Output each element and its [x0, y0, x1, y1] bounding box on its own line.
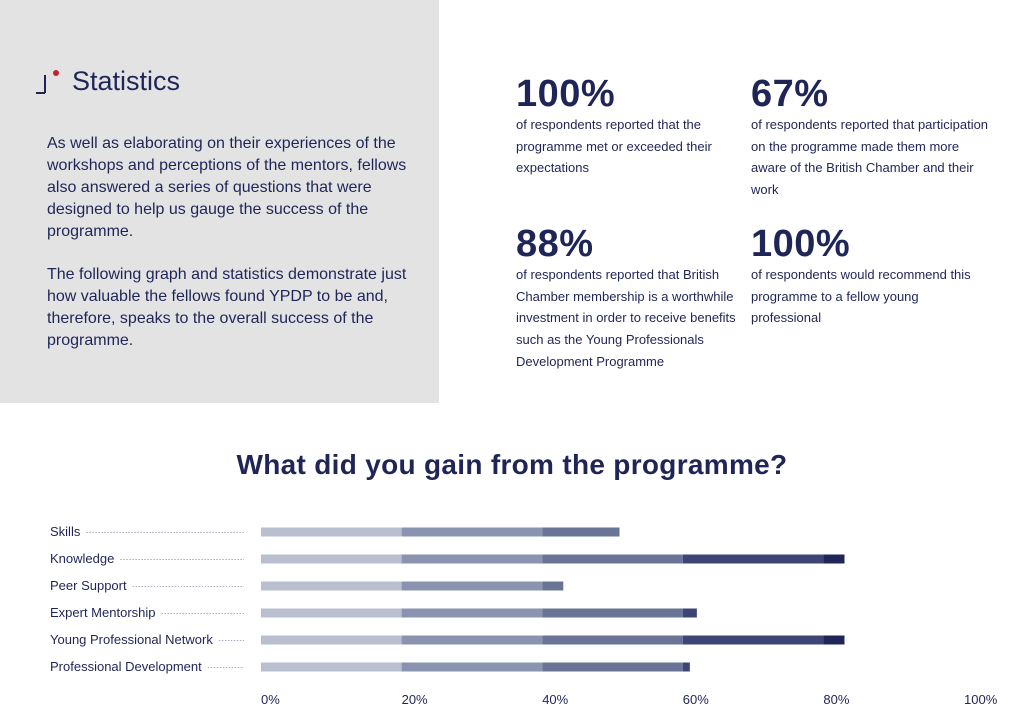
stat-description: of respondents reported that British Chamber membership is a worthwhile investment in order to receive benefits such as the Young Professionals Development Programme — [516, 267, 736, 369]
bar-segment-knowledge — [402, 555, 543, 564]
x-tick-label: 40% — [542, 692, 569, 707]
chart-title: What did you gain from the programme? — [236, 449, 788, 480]
stat-block-expectations — [516, 74, 736, 179]
stat-block-awareness — [751, 74, 991, 201]
stat-description: of respondents reported that participation on the programme made them more aware of the British Chamber and their work — [751, 117, 989, 198]
bar-segment-peer-support — [261, 582, 402, 591]
x-tick-label: 0% — [261, 692, 280, 707]
bar-segment-skills — [402, 528, 543, 537]
accent-line-vertical — [44, 75, 46, 93]
x-tick-label: 20% — [401, 692, 428, 707]
bar-segment-expert-mentorship — [261, 609, 402, 618]
bar-segment-professional-development — [683, 663, 690, 672]
bar-segment-knowledge — [823, 555, 844, 564]
category-label: Skills — [50, 524, 81, 539]
bar-segment-knowledge — [683, 555, 824, 564]
bar-segment-peer-support — [402, 582, 543, 591]
stat-value: 67% — [751, 73, 829, 115]
bar-segment-young-professional-network — [823, 636, 844, 645]
stat-description: of respondents would recommend this programme to a fellow young professional — [751, 267, 971, 326]
bar-segment-professional-development — [402, 663, 543, 672]
bar-segment-expert-mentorship — [402, 609, 543, 618]
bar-segment-young-professional-network — [261, 636, 402, 645]
bar-segment-knowledge — [542, 555, 683, 564]
category-label: Professional Development — [50, 659, 202, 674]
stat-block-recommend — [751, 224, 991, 329]
x-tick-label: 100% — [964, 692, 998, 707]
bar-segment-young-professional-network — [542, 636, 683, 645]
category-label: Peer Support — [50, 578, 127, 593]
gains-bar-chart — [0, 515, 1024, 715]
bar-segment-professional-development — [542, 663, 683, 672]
bar-segment-expert-mentorship — [542, 609, 683, 618]
x-tick-label: 80% — [823, 692, 850, 707]
accent-dot — [53, 70, 59, 76]
bar-segment-skills — [542, 528, 619, 537]
category-label: Expert Mentorship — [50, 605, 156, 620]
category-label: Young Professional Network — [50, 632, 213, 647]
intro-paragraph-2: The following graph and statistics demonstrate just how valuable the fellows found YPDP to be and, therefore, speaks to the overall success of the programme. — [47, 266, 407, 349]
category-label: Knowledge — [50, 551, 115, 566]
heading-accent-icon — [34, 70, 60, 96]
bar-segment-professional-development — [261, 663, 402, 672]
bar-segment-knowledge — [261, 555, 402, 564]
stat-description: of respondents reported that the programme met or exceeded their expectations — [516, 117, 712, 176]
bar-segment-young-professional-network — [683, 636, 824, 645]
accent-line-horizontal — [36, 92, 45, 94]
bar-segment-young-professional-network — [402, 636, 543, 645]
stat-value: 88% — [516, 223, 594, 265]
bar-segment-expert-mentorship — [683, 609, 697, 618]
x-tick-label: 60% — [682, 692, 709, 707]
stat-value: 100% — [751, 223, 851, 265]
bar-segment-peer-support — [542, 582, 563, 591]
stat-value: 100% — [516, 73, 616, 115]
stat-block-membership — [516, 224, 736, 373]
intro-paragraph-1: As well as elaborating on their experiences of the workshops and perceptions of the mentors, fellows also answered a series of questions that were designed to help us gauge the success of the programme. — [47, 135, 407, 240]
bar-segment-skills — [261, 528, 402, 537]
intro-panel — [0, 0, 439, 403]
section-title: Statistics — [72, 66, 181, 96]
